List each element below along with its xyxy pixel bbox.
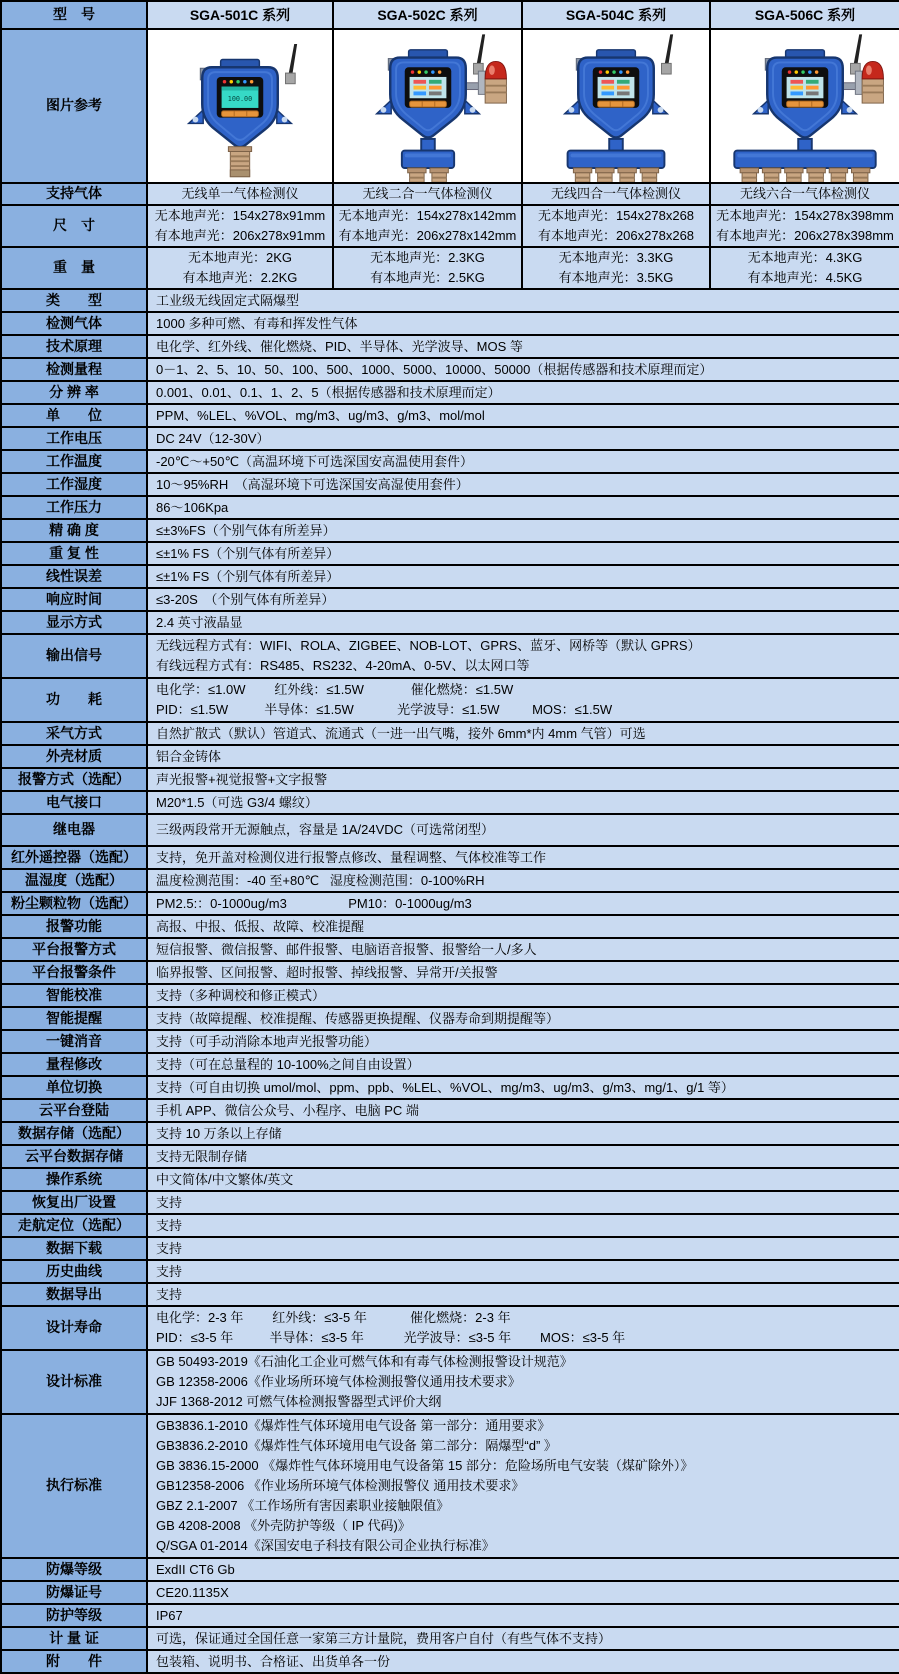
alarm-beacon-icon — [841, 61, 884, 103]
device-illustration-sga-501c — [148, 30, 332, 182]
spec-value-line: 高报、中报、低报、故障、校准提醒 — [156, 919, 365, 934]
spec-row — [1, 1122, 899, 1145]
spec-value — [147, 358, 899, 381]
spec-value-line: 10～95%RH （高湿环境下可选深国安高湿使用套件） — [156, 477, 469, 492]
spec-value-line: 自然扩散式（默认）管道式、流通式（一进一出气嘴，接外 6mm*内 4mm 气管）可选 — [156, 726, 646, 741]
row-label: 精 确 度 — [1, 519, 147, 542]
row-label: 单位切换 — [1, 1076, 147, 1099]
row-label: 量程修改 — [1, 1053, 147, 1076]
spec-value — [147, 915, 899, 938]
spec-value-line: 手机 APP、微信公众号、小程序、电脑 PC 端 — [156, 1103, 419, 1118]
spec-value — [147, 1414, 899, 1558]
spec-value-line: IP67 — [156, 1608, 183, 1623]
spec-row — [1, 1030, 899, 1053]
spec-row — [1, 1558, 899, 1581]
spec-value — [147, 1306, 899, 1350]
row-label: 功 耗 — [1, 678, 147, 722]
row-label: 设计标准 — [1, 1350, 147, 1414]
model-column-header: SGA-502C 系列 — [333, 1, 522, 29]
grid-cell-line: 有本地声光：206x278x268 — [537, 228, 695, 243]
grid-cell — [522, 247, 710, 289]
row-label: 防护等级 — [1, 1604, 147, 1627]
spec-value — [147, 892, 899, 915]
sensor-cylinder-icon — [596, 168, 614, 182]
grid-cell-line: 有本地声光：206x278x398mm — [716, 228, 894, 243]
svg-text:100.00: 100.00 — [227, 95, 253, 104]
spec-value-line: 中文简体/中文繁体/英文 — [156, 1172, 294, 1187]
spec-row — [1, 1650, 899, 1673]
manifold-bar — [568, 151, 665, 168]
spec-value-line: -20℃～+50℃（高温环境下可选深国安高温使用套件） — [156, 454, 474, 469]
row-label: 尺 寸 — [1, 205, 147, 247]
spec-row — [1, 1627, 899, 1650]
spec-value-line: PPM、%LEL、%VOL、mg/m3、ug/m3、g/m3、mol/mol — [156, 408, 485, 423]
spec-value-line: 三级两段常开无源触点，容量是 1A/24VDC（可选常闭型） — [156, 822, 495, 837]
grid-cell-line: 有本地声光：2.2KG — [182, 270, 298, 285]
spec-value — [147, 335, 899, 358]
product-image-sga-502c — [333, 29, 522, 183]
spec-value-line: GB 50493-2019《石油化工企业可燃气体和有毒气体检测报警设计规范》 — [156, 1354, 573, 1369]
row-label: 检测气体 — [1, 312, 147, 335]
spec-value-line: GB 12358-2006《作业场所环境气体检测报警仪通用技术要求》 — [156, 1374, 521, 1389]
spec-row — [1, 427, 899, 450]
grid-cell — [147, 247, 333, 289]
sensor-cylinder-icon — [740, 168, 758, 182]
spec-value — [147, 1053, 899, 1076]
button-bar — [409, 101, 446, 107]
spec-value — [147, 312, 899, 335]
spec-value — [147, 289, 899, 312]
spec-value-line: 电化学：2-3 年 红外线：≤3-5 年 催化燃烧：2-3 年 — [156, 1310, 511, 1325]
spec-value-line: JJF 1368-2012 可燃气体检测报警器型式评价大纲 — [156, 1394, 442, 1409]
spec-value — [147, 814, 899, 846]
spec-value-line: 临界报警、区间报警、超时报警、掉线报警、异常开/关报警 — [156, 965, 498, 980]
spec-row — [1, 1053, 899, 1076]
spec-row — [1, 1191, 899, 1214]
spec-row — [1, 1581, 899, 1604]
model-column-header: SGA-506C 系列 — [710, 1, 899, 29]
row-label: 附 件 — [1, 1650, 147, 1673]
spec-value-line: 可选，保证通过全国任意一家第三方计量院，费用客户自付（有些气体不支持） — [156, 1631, 612, 1646]
spec-value-line: 支持（可自由切换 umol/mol、ppm、ppb、%LEL、%VOL、mg/m3、ug/m3、g/m3、mg/1、g/1 等） — [156, 1080, 734, 1095]
row-label: 显示方式 — [1, 611, 147, 634]
spec-value-line: ExdII CT6 Gb — [156, 1562, 235, 1577]
spec-row — [1, 938, 899, 961]
row-label: 工作温度 — [1, 450, 147, 473]
spec-value — [147, 1191, 899, 1214]
spec-value — [147, 1650, 899, 1673]
spec-row — [1, 892, 899, 915]
spec-value — [147, 404, 899, 427]
row-label: 历史曲线 — [1, 1260, 147, 1283]
spec-row — [1, 961, 899, 984]
spec-row — [1, 473, 899, 496]
spec-value — [147, 450, 899, 473]
spec-value — [147, 768, 899, 791]
grid-cell-line: 无本地声光：3.3KG — [558, 250, 674, 265]
spec-row — [1, 1099, 899, 1122]
spec-value-line: 短信报警、微信报警、邮件报警、电脑语音报警、报警给一人/多人 — [156, 942, 537, 957]
spec-row — [1, 404, 899, 427]
spec-value — [147, 473, 899, 496]
grid-cell-line: 有本地声光：4.5KG — [747, 270, 863, 285]
spec-row — [1, 381, 899, 404]
spec-row — [1, 1214, 899, 1237]
grid-cell-line: 无本地声光：154x278x91mm — [154, 208, 326, 223]
row-label: 一键消音 — [1, 1030, 147, 1053]
spec-value — [147, 1076, 899, 1099]
row-label: 智能校准 — [1, 984, 147, 1007]
sensor-cylinder-icon — [640, 168, 658, 182]
spec-value-line: 支持 — [156, 1264, 183, 1279]
spec-row — [1, 588, 899, 611]
row-label: 重 复 性 — [1, 542, 147, 565]
spec-value-line: 铝合金铸体 — [156, 749, 222, 764]
spec-row — [1, 768, 899, 791]
spec-value — [147, 745, 899, 768]
spec-row — [1, 791, 899, 814]
spec-row — [1, 1260, 899, 1283]
spec-value-line: GB3836.2-2010《爆炸性气体环境用电气设备 第二部分：隔爆型“d” 》 — [156, 1438, 557, 1453]
row-label: 技术原理 — [1, 335, 147, 358]
spec-row — [1, 984, 899, 1007]
spec-row — [1, 289, 899, 312]
row-label: 电气接口 — [1, 791, 147, 814]
row-label: 执行标准 — [1, 1414, 147, 1558]
grid-cell — [710, 205, 899, 247]
product-image-sga-504c — [522, 29, 710, 183]
spec-value-line: PID：≤1.5W 半导体：≤1.5W 光学波导：≤1.5W MOS：≤1.5W — [156, 702, 613, 717]
row-label: 工作湿度 — [1, 473, 147, 496]
row-label: 云平台登陆 — [1, 1099, 147, 1122]
spec-value — [147, 1283, 899, 1306]
spec-row — [1, 1237, 899, 1260]
spec-value — [147, 961, 899, 984]
grid-cell — [333, 247, 522, 289]
grid-cell-line: 无本地声光：154x278x398mm — [716, 208, 894, 223]
grid-cell — [522, 205, 710, 247]
sensor-cylinder-icon — [829, 168, 847, 182]
spec-value-line: 包装箱、说明书、合格证、出货单各一份 — [156, 1654, 391, 1669]
spec-value — [147, 496, 899, 519]
grid-cell-line: 无本地声光：154x278x268 — [537, 208, 695, 223]
model-column-header: SGA-504C 系列 — [522, 1, 710, 29]
spec-value-line: DC 24V（12-30V） — [156, 431, 270, 446]
spec-value-line: 支持 — [156, 1195, 183, 1210]
product-image-sga-506c — [710, 29, 899, 183]
spec-value — [147, 1214, 899, 1237]
spec-value-line: 有线远程方式有：RS485、RS232、4-20mA、0-5V、以太网口等 — [156, 658, 530, 673]
spec-value — [147, 1260, 899, 1283]
button-bar — [222, 111, 259, 117]
device-illustration-sga-504c — [524, 30, 708, 182]
spec-value-line: 支持（可手动消除本地声光报警功能） — [156, 1034, 378, 1049]
spec-value-line: GBZ 2.1-2007 《工作场所有害因素职业接触限值》 — [156, 1498, 450, 1513]
spec-row — [1, 496, 899, 519]
row-label: 线性误差 — [1, 565, 147, 588]
grid-cell-line: 无本地声光：2.3KG — [370, 250, 485, 265]
grid-row — [1, 205, 899, 247]
spec-value-line: CE20.1135X — [156, 1585, 229, 1600]
row-label: 防爆等级 — [1, 1558, 147, 1581]
grid-cell-line: 有本地声光：206x278x91mm — [154, 228, 326, 243]
spec-row — [1, 542, 899, 565]
spec-value-line: 无线远程方式有：WIFI、ROLA、ZIGBEE、NOB-LOT、GPRS、蓝牙、网桥等（默认 GPRS） — [156, 638, 701, 653]
spec-value-line: 支持 — [156, 1218, 183, 1233]
spec-value — [147, 1604, 899, 1627]
row-label: 采气方式 — [1, 722, 147, 745]
sensor-cylinder-icon — [851, 168, 869, 182]
grid-cell — [147, 205, 333, 247]
spec-value-line: ≤3-20S （个别气体有所差异） — [156, 592, 335, 607]
spec-value-line: 支持无限制存储 — [156, 1149, 248, 1164]
spec-row — [1, 1168, 899, 1191]
image-row — [1, 29, 899, 183]
button-bar — [787, 101, 824, 107]
grid-cell-line: 无线四合一气体检测仪 — [550, 186, 681, 201]
row-label: 数据下载 — [1, 1237, 147, 1260]
spec-value — [147, 1007, 899, 1030]
spec-value — [147, 542, 899, 565]
row-label: 外壳材质 — [1, 745, 147, 768]
spec-value-line: 电化学、红外线、催化燃烧、PID、半导体、光学波导、MOS 等 — [156, 339, 523, 354]
row-label: 设计寿命 — [1, 1306, 147, 1350]
grid-cell — [710, 247, 899, 289]
antenna-icon — [288, 44, 297, 75]
spec-value-line: 支持 10 万条以上存储 — [156, 1126, 282, 1141]
manifold-bar — [734, 151, 875, 168]
spec-row — [1, 519, 899, 542]
row-label: 报警方式（选配） — [1, 768, 147, 791]
spec-value-line: 支持（多种调校和修正模式） — [156, 988, 326, 1003]
spec-row — [1, 869, 899, 892]
spec-row — [1, 814, 899, 846]
spec-value-line: GB3836.1-2010《爆炸性气体环境用电气设备 第一部分：通用要求》 — [156, 1418, 551, 1433]
row-label: 粉尘颗粒物（选配） — [1, 892, 147, 915]
spec-row — [1, 1076, 899, 1099]
row-label: 数据存储（选配） — [1, 1122, 147, 1145]
spec-value-line: GB 4208-2008 《外壳防护等级（ IP 代码)》 — [156, 1518, 411, 1533]
spec-value-line: 支持（可在总量程的 10-100%之间自由设置） — [156, 1057, 420, 1072]
spec-value-line: ≤±1% FS（个别气体有所差异） — [156, 569, 340, 584]
antenna-icon — [664, 34, 673, 65]
grid-cell — [333, 205, 522, 247]
spec-row — [1, 745, 899, 768]
antenna-icon — [853, 34, 862, 65]
row-label: 计 量 证 — [1, 1627, 147, 1650]
grid-cell-line: 无本地声光：4.3KG — [747, 250, 863, 265]
spec-value — [147, 791, 899, 814]
spec-row — [1, 565, 899, 588]
spec-value-line: 支持（故障提醒、校准提醒、传感器更换提醒、仪器寿命到期提醒等） — [156, 1011, 560, 1026]
spec-value — [147, 1581, 899, 1604]
sensor-cylinder-icon — [407, 168, 425, 182]
spec-value-line: 2.4 英寸液晶显 — [156, 615, 243, 630]
row-label: 单 位 — [1, 404, 147, 427]
row-label: 报警功能 — [1, 915, 147, 938]
row-label: 分 辨 率 — [1, 381, 147, 404]
sensor-cylinder-icon — [618, 168, 636, 182]
header-row — [1, 1, 899, 29]
model-column-header: SGA-501C 系列 — [147, 1, 333, 29]
model-header-label: 型 号 — [1, 1, 147, 29]
button-bar — [598, 101, 635, 107]
row-label: 工作压力 — [1, 496, 147, 519]
antenna-icon — [476, 34, 485, 65]
sensor-cylinder-icon — [785, 168, 803, 182]
grid-row — [1, 247, 899, 289]
spec-value-line: 86～106Kpa — [156, 500, 229, 515]
spec-value — [147, 722, 899, 745]
manifold-bar — [401, 151, 453, 168]
spec-row — [1, 358, 899, 381]
row-label: 图片参考 — [1, 29, 147, 183]
row-label: 支持气体 — [1, 183, 147, 205]
row-label: 恢复出厂设置 — [1, 1191, 147, 1214]
grid-cell — [522, 183, 710, 205]
device-illustration-sga-502c — [336, 30, 520, 182]
spec-value-line: ≤±1% FS（个别气体有所差异） — [156, 546, 340, 561]
grid-cell — [333, 183, 522, 205]
row-label: 云平台数据存储 — [1, 1145, 147, 1168]
spec-row — [1, 678, 899, 722]
grid-cell-line: 无线六合一气体检测仪 — [739, 186, 870, 201]
spec-row — [1, 1145, 899, 1168]
row-label: 操作系统 — [1, 1168, 147, 1191]
spec-value — [147, 427, 899, 450]
row-label: 智能提醒 — [1, 1007, 147, 1030]
spec-row — [1, 1350, 899, 1414]
grid-cell-line: 有本地声光：2.5KG — [370, 270, 485, 285]
spec-value-line: 0.001、0.01、0.1、1、2、5（根据传感器和技术原理而定） — [156, 385, 501, 400]
row-label: 数据导出 — [1, 1283, 147, 1306]
spec-value — [147, 869, 899, 892]
spec-value — [147, 846, 899, 869]
spec-value — [147, 519, 899, 542]
row-label: 类 型 — [1, 289, 147, 312]
device-illustration-sga-506c — [713, 30, 897, 182]
spec-value — [147, 1099, 899, 1122]
spec-value-line: GB 3836.15-2000 《爆炸性气体环境用电气设备第 15 部分：危险场所电气安装（煤矿除外）》 — [156, 1458, 694, 1473]
alarm-beacon-icon — [463, 61, 506, 103]
row-label: 防爆证号 — [1, 1581, 147, 1604]
spec-value-line: PID：≤3-5 年 半导体：≤3-5 年 光学波导：≤3-5 年 MOS：≤3-5 年 — [156, 1330, 626, 1345]
grid-row — [1, 183, 899, 205]
row-label: 走航定位（选配） — [1, 1214, 147, 1237]
spec-value-line: GB12358-2006 《作业场所环境气体检测报警仪 通用技术要求》 — [156, 1478, 525, 1493]
spec-row — [1, 846, 899, 869]
spec-value-line: 支持 — [156, 1241, 183, 1256]
row-label: 重 量 — [1, 247, 147, 289]
grid-cell-line: 无线单一气体检测仪 — [181, 186, 299, 201]
spec-value — [147, 1558, 899, 1581]
spec-row — [1, 1007, 899, 1030]
spec-value — [147, 588, 899, 611]
spec-value — [147, 565, 899, 588]
spec-value — [147, 1122, 899, 1145]
spec-row — [1, 722, 899, 745]
spec-value-line: 1000 多种可燃、有毒和挥发性气体 — [156, 316, 358, 331]
spec-value — [147, 634, 899, 678]
sensor-cylinder-icon — [573, 168, 591, 182]
row-label: 工作电压 — [1, 427, 147, 450]
spec-value-line: ≤±3%FS（个别气体有所差异） — [156, 523, 336, 538]
spec-value — [147, 1237, 899, 1260]
spec-value-line: 工业级无线固定式隔爆型 — [156, 293, 300, 308]
spec-value — [147, 1350, 899, 1414]
spec-row — [1, 1306, 899, 1350]
spec-value-line: Q/SGA 01-2014《深国安电子科技有限公司企业执行标准》 — [156, 1538, 495, 1553]
spec-value-line: 声光报警+视觉报警+文字报警 — [156, 772, 328, 787]
spec-value-line: 电化学：≤1.0W 红外线：≤1.5W 催化燃烧：≤1.5W — [156, 682, 514, 697]
spec-value — [147, 1168, 899, 1191]
spec-value — [147, 984, 899, 1007]
sensor-cylinder-icon — [429, 168, 447, 182]
spec-value-line: 支持，免开盖对检测仪进行报警点修改、量程调整、气体校准等工作 — [156, 850, 547, 865]
spec-row — [1, 450, 899, 473]
spec-value — [147, 1145, 899, 1168]
sensor-cylinder-icon — [762, 168, 780, 182]
spec-value-line: 温度检测范围：-40 至+80℃ 湿度检测范围：0-100%RH — [156, 873, 485, 888]
row-label: 红外遥控器（选配） — [1, 846, 147, 869]
spec-row — [1, 312, 899, 335]
spec-value-line: PM2.5:：0-1000ug/m3 PM10：0-1000ug/m3 — [156, 896, 472, 911]
spec-value-line: M20*1.5（可选 G3/4 螺纹） — [156, 795, 318, 810]
grid-cell-line: 无本地声光：2KG — [187, 250, 292, 265]
grid-cell-line: 有本地声光：3.5KG — [558, 270, 674, 285]
row-label: 温湿度（选配） — [1, 869, 147, 892]
spec-row — [1, 1414, 899, 1558]
spec-value — [147, 381, 899, 404]
spec-row — [1, 915, 899, 938]
spec-value — [147, 611, 899, 634]
grid-cell-line: 有本地声光：206x278x142mm — [338, 228, 517, 243]
spec-value — [147, 678, 899, 722]
row-label: 输出信号 — [1, 634, 147, 678]
spec-value-line: 支持 — [156, 1287, 183, 1302]
row-label: 平台报警条件 — [1, 961, 147, 984]
spec-row — [1, 335, 899, 358]
spec-value-line: 0－1、2、5、10、50、100、500、1000、5000、10000、50000（根据传感器和技术原理而定） — [156, 362, 713, 377]
sensor-cylinder-icon — [807, 168, 825, 182]
spec-value — [147, 938, 899, 961]
grid-cell — [710, 183, 899, 205]
spec-row — [1, 1283, 899, 1306]
grid-cell-line: 无线二合一气体检测仪 — [362, 186, 493, 201]
spec-value — [147, 1627, 899, 1650]
row-label: 检测量程 — [1, 358, 147, 381]
spec-row — [1, 1604, 899, 1627]
grid-cell-line: 无本地声光：154x278x142mm — [338, 208, 517, 223]
spec-value — [147, 1030, 899, 1053]
spec-row — [1, 611, 899, 634]
row-label: 响应时间 — [1, 588, 147, 611]
row-label: 继电器 — [1, 814, 147, 846]
spec-row — [1, 634, 899, 678]
grid-cell — [147, 183, 333, 205]
sensor-cylinder-icon — [228, 147, 251, 177]
row-label: 平台报警方式 — [1, 938, 147, 961]
product-image-sga-501c — [147, 29, 333, 183]
